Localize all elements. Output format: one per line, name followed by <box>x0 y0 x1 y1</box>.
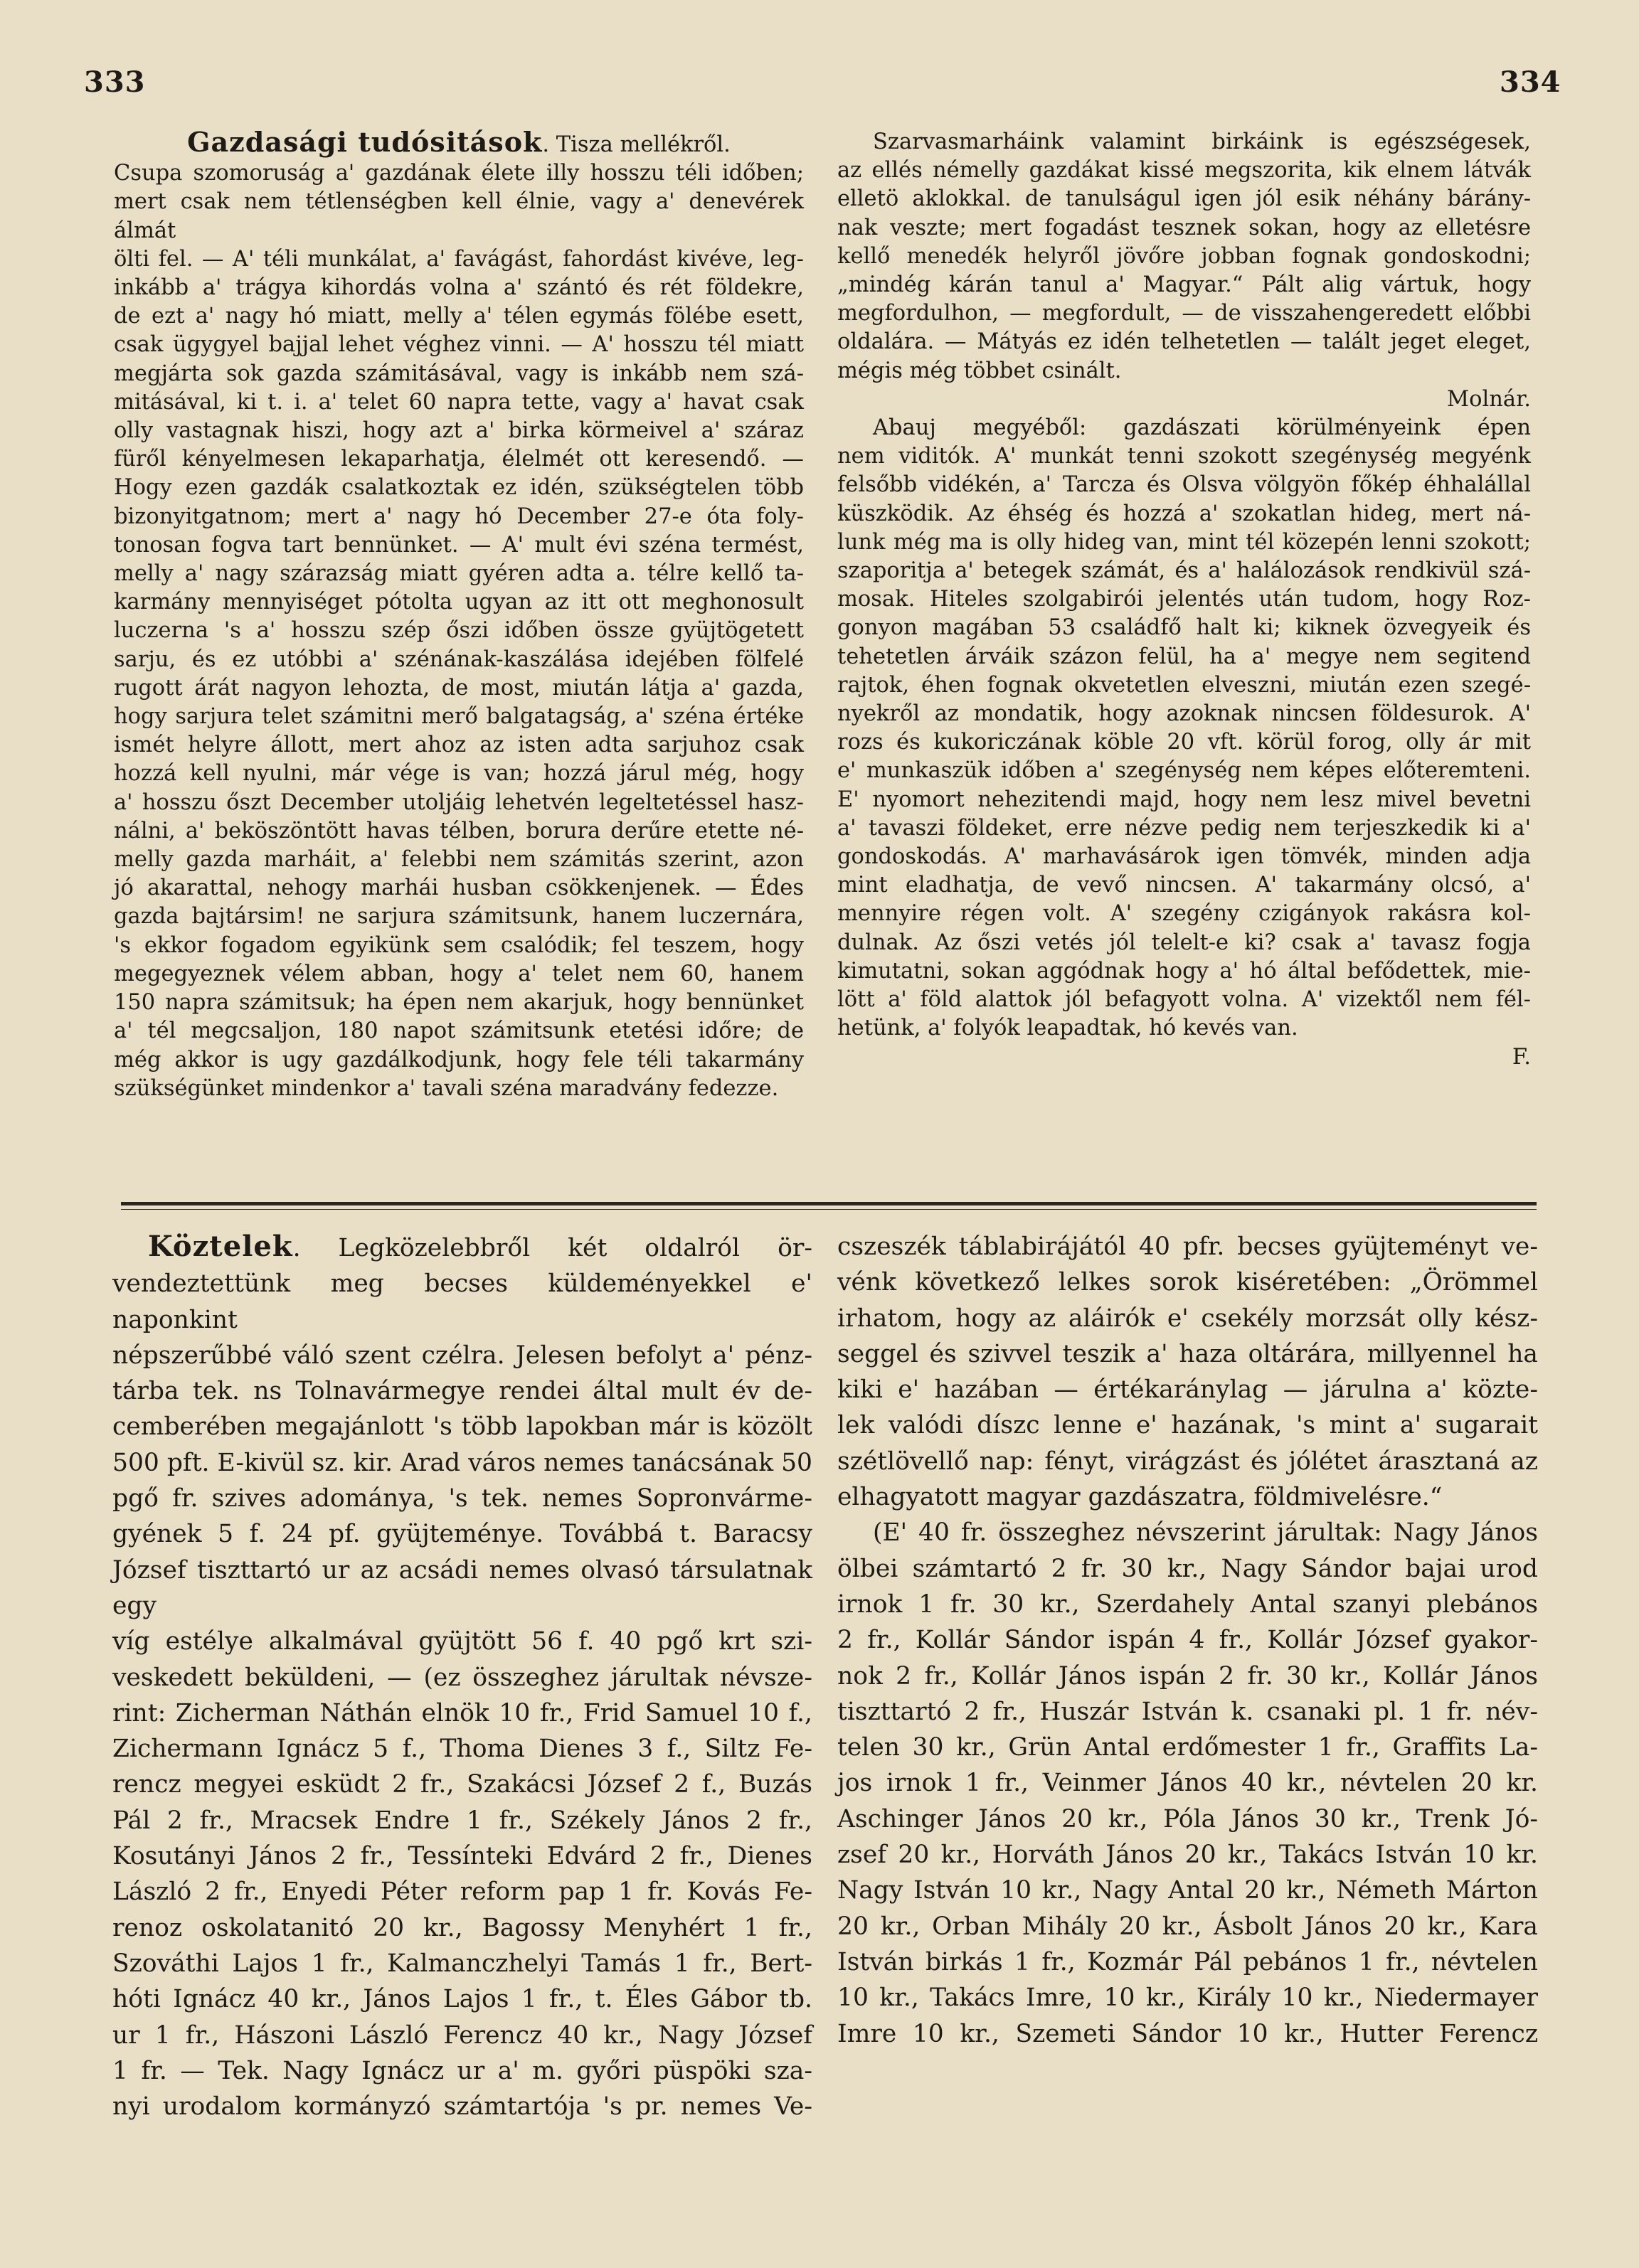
text-line: István birkás 1 fr., Kozmár Pál pebános 1 fr., névtelen <box>837 1947 1538 1976</box>
article-koztelek-continued <box>837 1229 1538 2052</box>
text-line: mitásával, ki t. i. a' telet 60 napra tette, vagy a' havat csak <box>114 389 804 415</box>
text-line: a' tavaszi földeket, erre nézve pedig nem terjeszkedik ki a' <box>837 815 1531 841</box>
text-line: veskedett beküldeni, — (ez összeghez járultak névsze- <box>112 1663 812 1692</box>
text-line: Aschinger János 20 kr., Póla János 30 kr., Trenk Jó- <box>837 1804 1538 1833</box>
text-line: Abauj megyéből: gazdászati körülményeink épen <box>873 415 1531 441</box>
text-line: Szováthi Lajos 1 fr., Kalmanczhelyi Tamás 1 fr., Bert- <box>112 1949 812 1978</box>
article-heading: Köztelek <box>148 1230 293 1263</box>
text-line: kimutatni, sokan aggódnak hogy a' hó által befődettek, mie- <box>837 958 1531 984</box>
text-line: renoz oskolatanitó 20 kr., Bagossy Menyhért 1 fr., <box>112 1913 812 1942</box>
text-line: népszerűbbé váló szent czélra. Jelesen befolyt a' pénz- <box>112 1341 812 1370</box>
text-line: a' hosszu őszt December utoljáig lehetvén legeltetéssel hasz- <box>114 789 804 815</box>
text-line: nem viditók. A' munkát tenni szokott szegénység megyénk <box>837 444 1531 469</box>
text-line: megjárta sok gazda számitásával, vagy is inkább nem szá- <box>114 361 804 386</box>
text-line: lunk még ma is olly hideg van, mint tél közepén lenni szokott; <box>837 529 1531 555</box>
text-line: ismét helyre állott, mert ahoz az isten adta sarjuhoz csak <box>114 733 804 758</box>
page-number-left: 333 <box>84 65 146 99</box>
text-line: irhatom, hogy az aláirók e' csekély morzsát olly kész- <box>837 1304 1538 1333</box>
article-agricultural-reports-continued <box>837 128 1531 1072</box>
text-line: víg estélye alkalmával gyüjtött 56 f. 40 pgő krt szi- <box>112 1627 812 1656</box>
text-line: vénk következő lelkes sorok kiséretében: „Örömmel <box>837 1268 1538 1297</box>
article-heading-line <box>112 1229 812 1266</box>
text-line: megegyeznek vélem abban, hogy a' telet nem 60, hanem <box>114 961 804 986</box>
text-line: 10 kr., Takács Imre, 10 kr., Király 10 kr., Niedermayer <box>837 1984 1538 2013</box>
text-line: E' nyomort nehezitendi majd, hogy nem lesz mivel bevetni <box>837 787 1531 812</box>
text-line: Hogy ezen gazdák csalatkoztak ez idén, szükségtelen több <box>114 475 804 501</box>
text-line: melly a' nagy szárazság miatt gyéren adta a. télre kellő ta- <box>114 561 804 587</box>
text-line: nyi urodalom kormányzó számtartója 's pr. nemes Ve- <box>112 2092 812 2121</box>
section-divider <box>121 1202 1537 1205</box>
text-line: László 2 fr., Enyedi Péter reform pap 1 fr. Kovás Fe- <box>112 1878 812 1907</box>
text-line: jó akarattal, nehogy marhái husban csökkenjenek. — Édes <box>114 875 804 901</box>
text-line: Zichermann Ignácz 5 f., Thoma Dienes 3 f., Siltz Fe- <box>112 1735 812 1764</box>
text-line: elhagyatott magyar gazdászatra, földmivelésre.“ <box>837 1483 1443 1512</box>
text-line: 2 fr., Kollár Sándor ispán 4 fr., Kollár József gyakor- <box>837 1626 1538 1655</box>
text-line: gonyon magában 53 családfő halt ki; kiknek özvegyeik és <box>837 615 1531 641</box>
text-line: oldalára. — Mátyás ez idén telhetetlen — talált jeget eleget, <box>837 329 1531 355</box>
text-line: tiszttartó 2 fr., Huszár István k. csanaki pl. 1 fr. név- <box>837 1697 1538 1726</box>
text-line: ölti fel. — A' téli munkálat, a' favágást, fahordást kivéve, leg- <box>114 246 804 272</box>
text-line: seggel és szivvel teszik a' haza oltárára, millyennel ha <box>837 1339 1538 1368</box>
text-line: dulnak. Az őszi vetés jól telelt-e ki? csak a' tavasz fogja <box>837 930 1531 955</box>
text-line: küszködik. Az éhség és hozzá a' szokatlan hideg, mert ná- <box>837 501 1531 526</box>
text-line: rencz megyei esküdt 2 fr., Szakácsi József 2 f., Buzás <box>112 1770 812 1799</box>
section-divider-thin <box>121 1209 1537 1210</box>
text-line: hóti Ignácz 40 kr., János Lajos 1 fr., t. Éles Gábor tb. <box>112 1985 812 2014</box>
article-heading-rest: . Legközelebbről két oldalról ör- <box>292 1234 812 1262</box>
text-line: megfordulhon, — megfordult, — de visszahengeredett előbbi <box>837 301 1531 326</box>
text-line: hozzá kell nyulni, már vége is van; hozzá járul még, hogy <box>114 761 804 787</box>
text-line: nálni, a' beköszöntött havas télben, borura derűre etette né- <box>114 818 804 843</box>
text-line: hogy sarjura telet számitni merő balgatagság, a' széna értéke <box>114 704 804 730</box>
text-line: tonosan fogva tart bennünket. — A' mult évi széna termést, <box>114 532 804 558</box>
text-line: inkább a' trágya kihordás volna a' szántó és rét földekre, <box>114 275 804 301</box>
text-line: „mindég kárán tanul a' Magyar.“ Pált alig vártuk, hogy <box>837 272 1531 298</box>
text-line: Kosutányi János 2 fr., Tessínteki Edvárd 2 fr., Dienes <box>112 1842 812 1871</box>
text-line: nak veszte; mert fogadást tesznek sokan, hogy az elletésre <box>837 215 1531 240</box>
text-line: e' munkaszük időben a' szegénység nem képes előteremteni. <box>837 758 1531 784</box>
text-line: 500 pft. E-kivül sz. kir. Arad város nemes tanácsának 50 <box>112 1448 812 1477</box>
text-line: de ezt a' nagy hó miatt, melly a' télen egymás fölébe esett, <box>114 304 804 329</box>
text-line: (E' 40 fr. összeghez névszerint járultak: Nagy János <box>873 1518 1538 1548</box>
text-line: Imre 10 kr., Szemeti Sándor 10 kr., Hutter Ferencz <box>837 2019 1538 2048</box>
text-line: olly vastagnak hiszi, hogy azt a' birka körmeivel a' száraz <box>114 418 804 444</box>
text-line: 1 fr. — Tek. Nagy Ignácz ur a' m. győri püspöki sza- <box>112 2056 812 2085</box>
text-line: kiki e' hazában — értékaránylag — járulna a' közte- <box>837 1375 1538 1405</box>
text-line: mennyire régen volt. A' szegény czigányok rakásra kol- <box>837 901 1531 927</box>
text-line: jos irnok 1 fr., Veinmer János 40 kr., névtelen 20 kr. <box>837 1769 1538 1798</box>
text-line: szétlövellő nap: fényt, virágzást és jólétet árasztaná az <box>837 1447 1538 1476</box>
article-agricultural-reports <box>114 128 804 1103</box>
text-line: luczerna 's a' hosszu szép őszi időben össze gyüjtögetett <box>114 618 804 644</box>
article-koztelek <box>112 1229 812 2124</box>
text-line: irnok 1 fr. 30 kr., Szerdahely Antal szanyi plebános <box>837 1590 1538 1619</box>
text-line: Szarvasmarháink valamint birkáink is egészségesek, <box>873 129 1531 154</box>
text-line: mint eladhatja, de vevő nincsen. A' takarmány olcsó, a' <box>837 873 1531 898</box>
text-line: az ellés némelly gazdákat kissé megszorita, kik elnem látvák <box>837 158 1531 183</box>
text-line: gyének 5 f. 24 pf. gyüjteménye. Továbbá t. Baracsy <box>112 1520 812 1549</box>
text-line: cszeszék táblabirájától 40 pfr. becses gyüjteményt ve- <box>837 1233 1538 1261</box>
text-line: tárba tek. ns Tolnavármegye rendei által mult év de- <box>112 1377 812 1406</box>
text-line: Molnár. <box>1446 386 1531 412</box>
page-number-right: 334 <box>1500 65 1561 99</box>
text-line: telen 30 kr., Grün Antal erdőmester 1 fr., Graffits La- <box>837 1733 1538 1762</box>
text-line: 150 napra számitsuk; ha épen nem akarjuk, hogy bennünket <box>114 990 804 1016</box>
text-line: ölbei számtartó 2 fr. 30 kr., Nagy Sándor bajai urod <box>837 1554 1538 1583</box>
text-line: lött a' föld alattok jól befagyott volna. A' vizektől nem fél- <box>837 987 1531 1013</box>
text-line: a' tél megcsaljon, 180 napot számitsunk etetési időre; de <box>114 1018 804 1044</box>
text-line: rugott árát nagyon lehozta, de most, miután látja a' gazda, <box>114 675 804 701</box>
text-line: nyekről az mondatik, hogy azoknak nincsen földesurok. A' <box>837 701 1531 727</box>
text-line: 's ekkor fogadom egyikünk sem csalódik; fel teszem, hogy <box>114 932 804 958</box>
article-heading: Gazdasági tudósitások <box>187 126 543 158</box>
article-heading-line <box>114 128 804 159</box>
text-line: Nagy István 10 kr., Nagy Antal 20 kr., Németh Márton <box>837 1876 1538 1905</box>
text-line: rajtok, éhen fognak okvetetlen elveszni, miután ezen szegé- <box>837 672 1531 698</box>
text-line: szaporitja a' betegek számát, és a' halálozások rendkivül szá- <box>837 558 1531 584</box>
text-line: Pál 2 fr., Mracsek Endre 1 fr., Székely János 2 fr., <box>112 1806 812 1835</box>
text-line: felsőbb vidékén, a' Tarcza és Olsva völgyön főkép éhhalállal <box>837 472 1531 498</box>
text-line: melly gazda marháit, a' felebbi nem számitás szerint, azon <box>114 847 804 873</box>
text-line: cemberében megajánlott 's több lapokban már is közölt <box>112 1412 812 1442</box>
text-line: rozs és kukoriczának köble 20 vft. körül forog, olly ár mit <box>837 730 1531 755</box>
text-line: rint: Zicherman Náthán elnök 10 fr., Frid Samuel 10 f., <box>112 1698 812 1727</box>
text-line: füről kényelmesen lekaparhatja, élelmét ott keresendő. — <box>114 447 804 472</box>
text-line: F. <box>1512 1044 1531 1070</box>
article-heading-rest: . Tisza mellékről. <box>542 132 731 157</box>
text-line: zsef 20 kr., Horváth János 20 kr., Takács István 10 kr. <box>837 1841 1538 1870</box>
text-line: gazda bajtársim! ne sarjura számitsunk, hanem luczernára, <box>114 904 804 930</box>
text-line: mégis még többet csinált. <box>837 358 1122 383</box>
text-line: 20 kr., Orban Mihály 20 kr., Ásbolt János 20 kr., Kara <box>837 1912 1538 1941</box>
text-line: mosak. Hiteles szolgabirói jelentés után tudom, hogy Roz- <box>837 587 1531 612</box>
text-line: nok 2 fr., Kollár János ispán 2 fr. 30 kr., Kollár János <box>837 1661 1538 1691</box>
text-line: karmány mennyiséget pótolta ugyan az itt ott meghonosult <box>114 590 804 615</box>
text-line: tehetetlen árváik százon felül, ha a' megye nem segitend <box>837 644 1531 669</box>
text-line: kellő menedék helyről jövőre jobban fognak gondoskodni; <box>837 243 1531 269</box>
text-line: csak ügygyel bajjal lehet véghez vinni. — A' hosszu tél miatt <box>114 332 804 358</box>
text-line: szükségünket mindenkor a' tavali széna maradvány fedezze. <box>114 1075 779 1101</box>
text-line: vendeztettünk meg becses küldeményekkel e' naponkint <box>112 1269 812 1334</box>
text-line: sarju, és ez utóbbi a' szénának-kaszálása idejében fölfelé <box>114 646 804 672</box>
text-line: hetünk, a' folyók leapadtak, hó kevés van. <box>837 1016 1298 1041</box>
text-line: bizonyitgatnom; mert a' nagy hó December 27-e óta foly- <box>114 504 804 529</box>
text-line: mert csak nem tétlenségben kell élnie, vagy a' denevérek álmát <box>114 189 804 243</box>
text-line: József tiszttartó ur az acsádi nemes olvasó társulatnak egy <box>112 1555 812 1620</box>
text-line: elletö aklokkal. de tanulságul igen jól esik néhány bárány- <box>837 186 1531 212</box>
text-line: még akkor is ugy gazdálkodjunk, hogy fele téli takarmány <box>114 1047 804 1072</box>
text-line: ur 1 fr., Hászoni László Ferencz 40 kr., Nagy József <box>112 2021 812 2050</box>
text-line: lek valódi díszc lenne e' hazának, 's mint a' sugarait <box>837 1411 1538 1440</box>
text-line: pgő fr. szives adománya, 's tek. nemes Sopronvárme- <box>112 1484 812 1513</box>
text-line: Csupa szomoruság a' gazdának élete illy hosszu téli időben; <box>114 161 804 186</box>
text-line: gondoskodás. A' marhavásárok igen tömvék, minden adja <box>837 844 1531 870</box>
